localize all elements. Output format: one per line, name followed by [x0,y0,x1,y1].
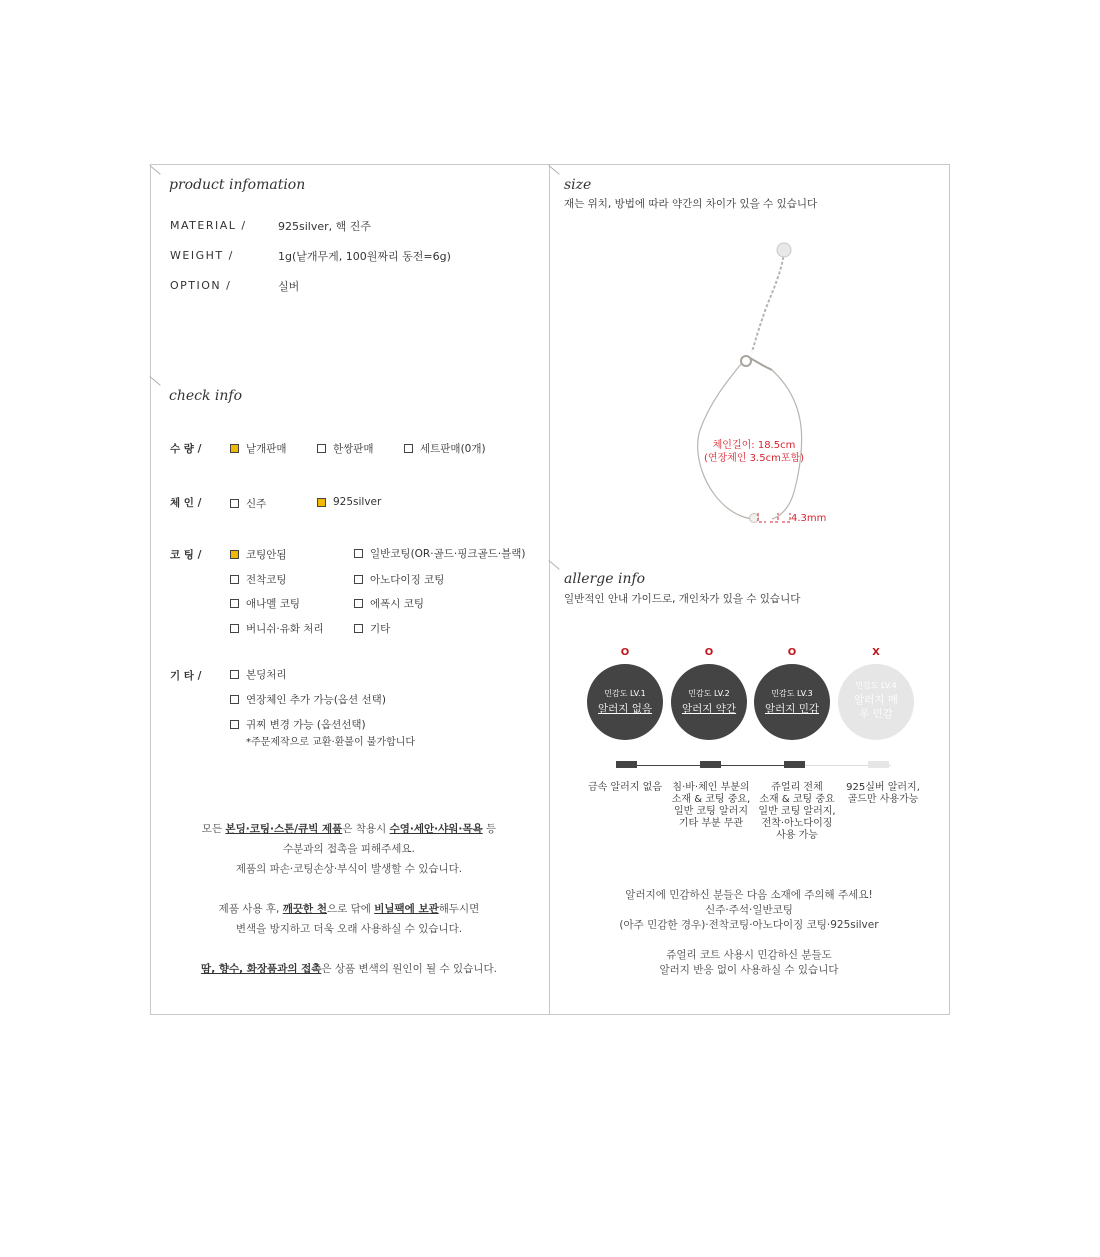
allergy-mark: O [787,647,797,658]
clasp-link [750,358,772,370]
option-label: 한쌍판매 [333,443,374,455]
size-heading: size [564,177,592,193]
option-label: 신주 [246,498,267,510]
highlight: 비닐팩에 보관 [374,903,439,915]
pearl-pendant [750,514,759,523]
sensitivity-desc: 알러지 매우 민감 [854,694,898,720]
checkbox-unchecked [230,720,239,729]
option-coating-other [354,621,390,636]
option-chain-brass [230,496,266,511]
check-info-heading: check info [169,388,243,404]
detail-line: 금속 알러지 없음 [588,782,662,793]
sensitivity-level: 민감도 LV.2 [688,689,730,698]
option-value: 실버 [278,280,300,293]
checkbox-unchecked [230,670,239,679]
option-coating-none [230,547,287,562]
option-coating-general [354,546,525,561]
option-coating-electro [230,572,287,587]
care-line: 수분과의 접촉을 피해주세요. [283,843,415,855]
notice-line: 알러지에 민감하신 분들은 다음 소재에 주의해 주세요! [625,889,873,901]
material-value: 925silver, 핵 진주 [278,220,372,233]
detail-line: 925실버 알러지, [846,782,920,793]
sensitivity-level: 민감도 LV.4 [855,681,897,690]
option-label: 아노다이징 코팅 [370,574,445,586]
column-divider [549,165,550,1014]
text: 은 착용시 [342,823,390,835]
option-label: 연장체인 추가 가능(옵션 선택) [246,694,386,706]
text: 은 상품 변색의 원인이 될 수 있습니다. [321,963,497,975]
highlight: 수영·세안·샤워·목욕 [389,823,483,835]
quantity-label: 수 량 / [170,443,202,455]
option-label: 에폭시 코팅 [370,598,425,610]
allergy-mark: O [620,647,630,658]
custom-order-note: *주문제작으로 교환·환불이 불가합니다 [246,737,416,748]
allergy-notice [549,888,949,978]
allergy-subtitle: 일반적인 안내 가이드로, 개인차가 있을 수 있습니다 [564,593,801,605]
option-label: 전착코팅 [246,574,287,586]
notice-line: (아주 민감한 경우)·전착코팅·아노다이징 코팅·925silver [619,919,879,931]
highlight: 본딩·코팅·스톤/큐빅 제품 [225,823,343,835]
option-label: 기타 [370,623,391,635]
checkbox-checked [317,498,326,507]
end-charm [777,243,791,257]
scale-marker [784,761,805,768]
chain-label: 체 인 / [170,497,202,509]
option-quantity-single [230,441,287,456]
option-label: 일반코팅(OR·골드·핑크골드·블랙) [370,548,526,560]
detail-line: 일반 코팅 알러지, [758,806,836,817]
sensitivity-lv2-badge [671,664,747,740]
checkbox-unchecked [354,599,363,608]
checkbox-unchecked [354,549,363,558]
option-coating-anodizing [354,572,444,587]
highlight: 땀, 향수, 화장품과의 접촉 [201,963,322,975]
bracelet-illustration [560,230,940,540]
option-label: 낱개판매 [246,443,287,455]
text: 등 [482,823,497,835]
checkbox-unchecked [230,695,239,704]
spacer [150,939,548,959]
scale-marker [700,761,721,768]
product-info-heading: product infomation [169,177,306,193]
care-line: 변색을 방지하고 더욱 오래 사용하실 수 있습니다. [235,923,463,935]
sensitivity-lv1-badge [587,664,663,740]
sensitivity-lv4-badge [838,664,914,740]
notice-line: 신주·주석·일반코팅 [705,904,793,916]
material-label: MATERIAL / [170,219,247,232]
coating-label: 코 팅 / [170,549,202,561]
care-line [150,959,548,979]
option-label: 애나멜 코팅 [246,598,301,610]
option-label: 귀찌 변경 가능 (옵션선택) [246,719,366,731]
text: 제품 사용 후, [218,903,283,915]
option-label: 세트판매(0개) [420,443,486,455]
option-chain-silver [317,496,381,508]
scale-marker [616,761,637,768]
spacer [549,933,949,948]
option-coating-enamel [230,596,300,611]
allergy-mark: X [872,647,880,658]
chain-length-label: 체인길이: 18.5cm [712,440,796,451]
checkbox-checked [230,444,239,453]
allergy-heading: allerge info [564,571,646,587]
size-subtitle: 재는 위치, 방법에 따라 약간의 차이가 있을 수 있습니다 [564,198,818,210]
option-quantity-pair [317,441,374,456]
checkbox-unchecked [354,624,363,633]
checkbox-checked [230,550,239,559]
care-line: 제품의 파손·코팅손상·부식이 발생할 수 있습니다. [235,863,463,875]
pendant-size-label: 4.3mm [791,513,827,524]
option-label: 버니쉬·유화 처리 [246,623,324,635]
allergy-mark: O [704,647,714,658]
text: 모든 [201,823,226,835]
option-label: 925silver [333,496,382,508]
detail-line: 일반 코팅 알러지 [674,806,748,817]
checkbox-unchecked [230,599,239,608]
checkbox-unchecked [317,444,326,453]
option-coating-epoxy [354,596,424,611]
option-coating-burnish [230,621,324,636]
checkbox-unchecked [230,499,239,508]
notice-line: 쥬얼리 코트 사용시 민감하신 분들도 [666,949,832,961]
care-line [150,899,548,919]
sensitivity-desc: 알러지 없음 [597,703,653,715]
option-label: 코팅안됨 [246,549,287,561]
sensitivity-level: 민감도 LV.3 [771,689,813,698]
extension-length-label: (연장체인 3.5cm포함) [703,453,805,464]
spacer [150,879,548,899]
care-notes [150,819,548,979]
sensitivity-lv2-detail [666,782,756,830]
text: 해두시면 [438,903,480,915]
weight-value: 1g(낱개무게, 100원짜리 동전=6g) [278,250,451,263]
highlight: 깨끗한 천 [282,903,327,915]
etc-label: 기 타 / [170,670,202,682]
sensitivity-lv3-badge [754,664,830,740]
detail-line: 사용 가능 [776,830,818,841]
sensitivity-level: 민감도 LV.1 [604,689,646,698]
sensitivity-desc: 알러지 민감 [764,703,820,715]
option-quantity-set [404,441,486,456]
detail-line: 전착·아노다이징 [761,818,833,829]
checkbox-unchecked [230,575,239,584]
detail-line: 기타 부분 무관 [678,818,744,829]
clasp-ring [741,356,751,366]
option-etc-bonding [230,667,287,682]
pendant-dimension-bracket [758,513,790,522]
detail-line: 골드만 사용가능 [847,794,919,805]
option-etc-extension [230,692,386,707]
scale-marker [868,761,889,768]
checkbox-unchecked [230,624,239,633]
weight-label: WEIGHT / [170,249,234,262]
detail-line: 침·바·체인 부분의 [672,782,750,793]
detail-line: 쥬얼리 전체 [771,782,823,793]
detail-line: 소재 & 코팅 중요, [671,794,751,805]
option-etc-clip [230,717,366,732]
text: 으로 닦에 [326,903,375,915]
sensitivity-lv1-detail [580,782,670,794]
option-label: 본딩처리 [246,669,287,681]
sensitivity-lv4-detail [838,782,928,806]
checkbox-unchecked [404,444,413,453]
care-line [150,819,548,839]
detail-line: 소재 & 코팅 중요 [759,794,835,805]
checkbox-unchecked [354,575,363,584]
option-label: OPTION / [170,279,232,292]
notice-line: 알러지 반응 없이 사용하실 수 있습니다 [659,964,839,976]
sensitivity-desc: 알러지 약간 [681,703,737,715]
extension-chain [752,252,784,352]
sensitivity-lv3-detail [752,782,842,842]
